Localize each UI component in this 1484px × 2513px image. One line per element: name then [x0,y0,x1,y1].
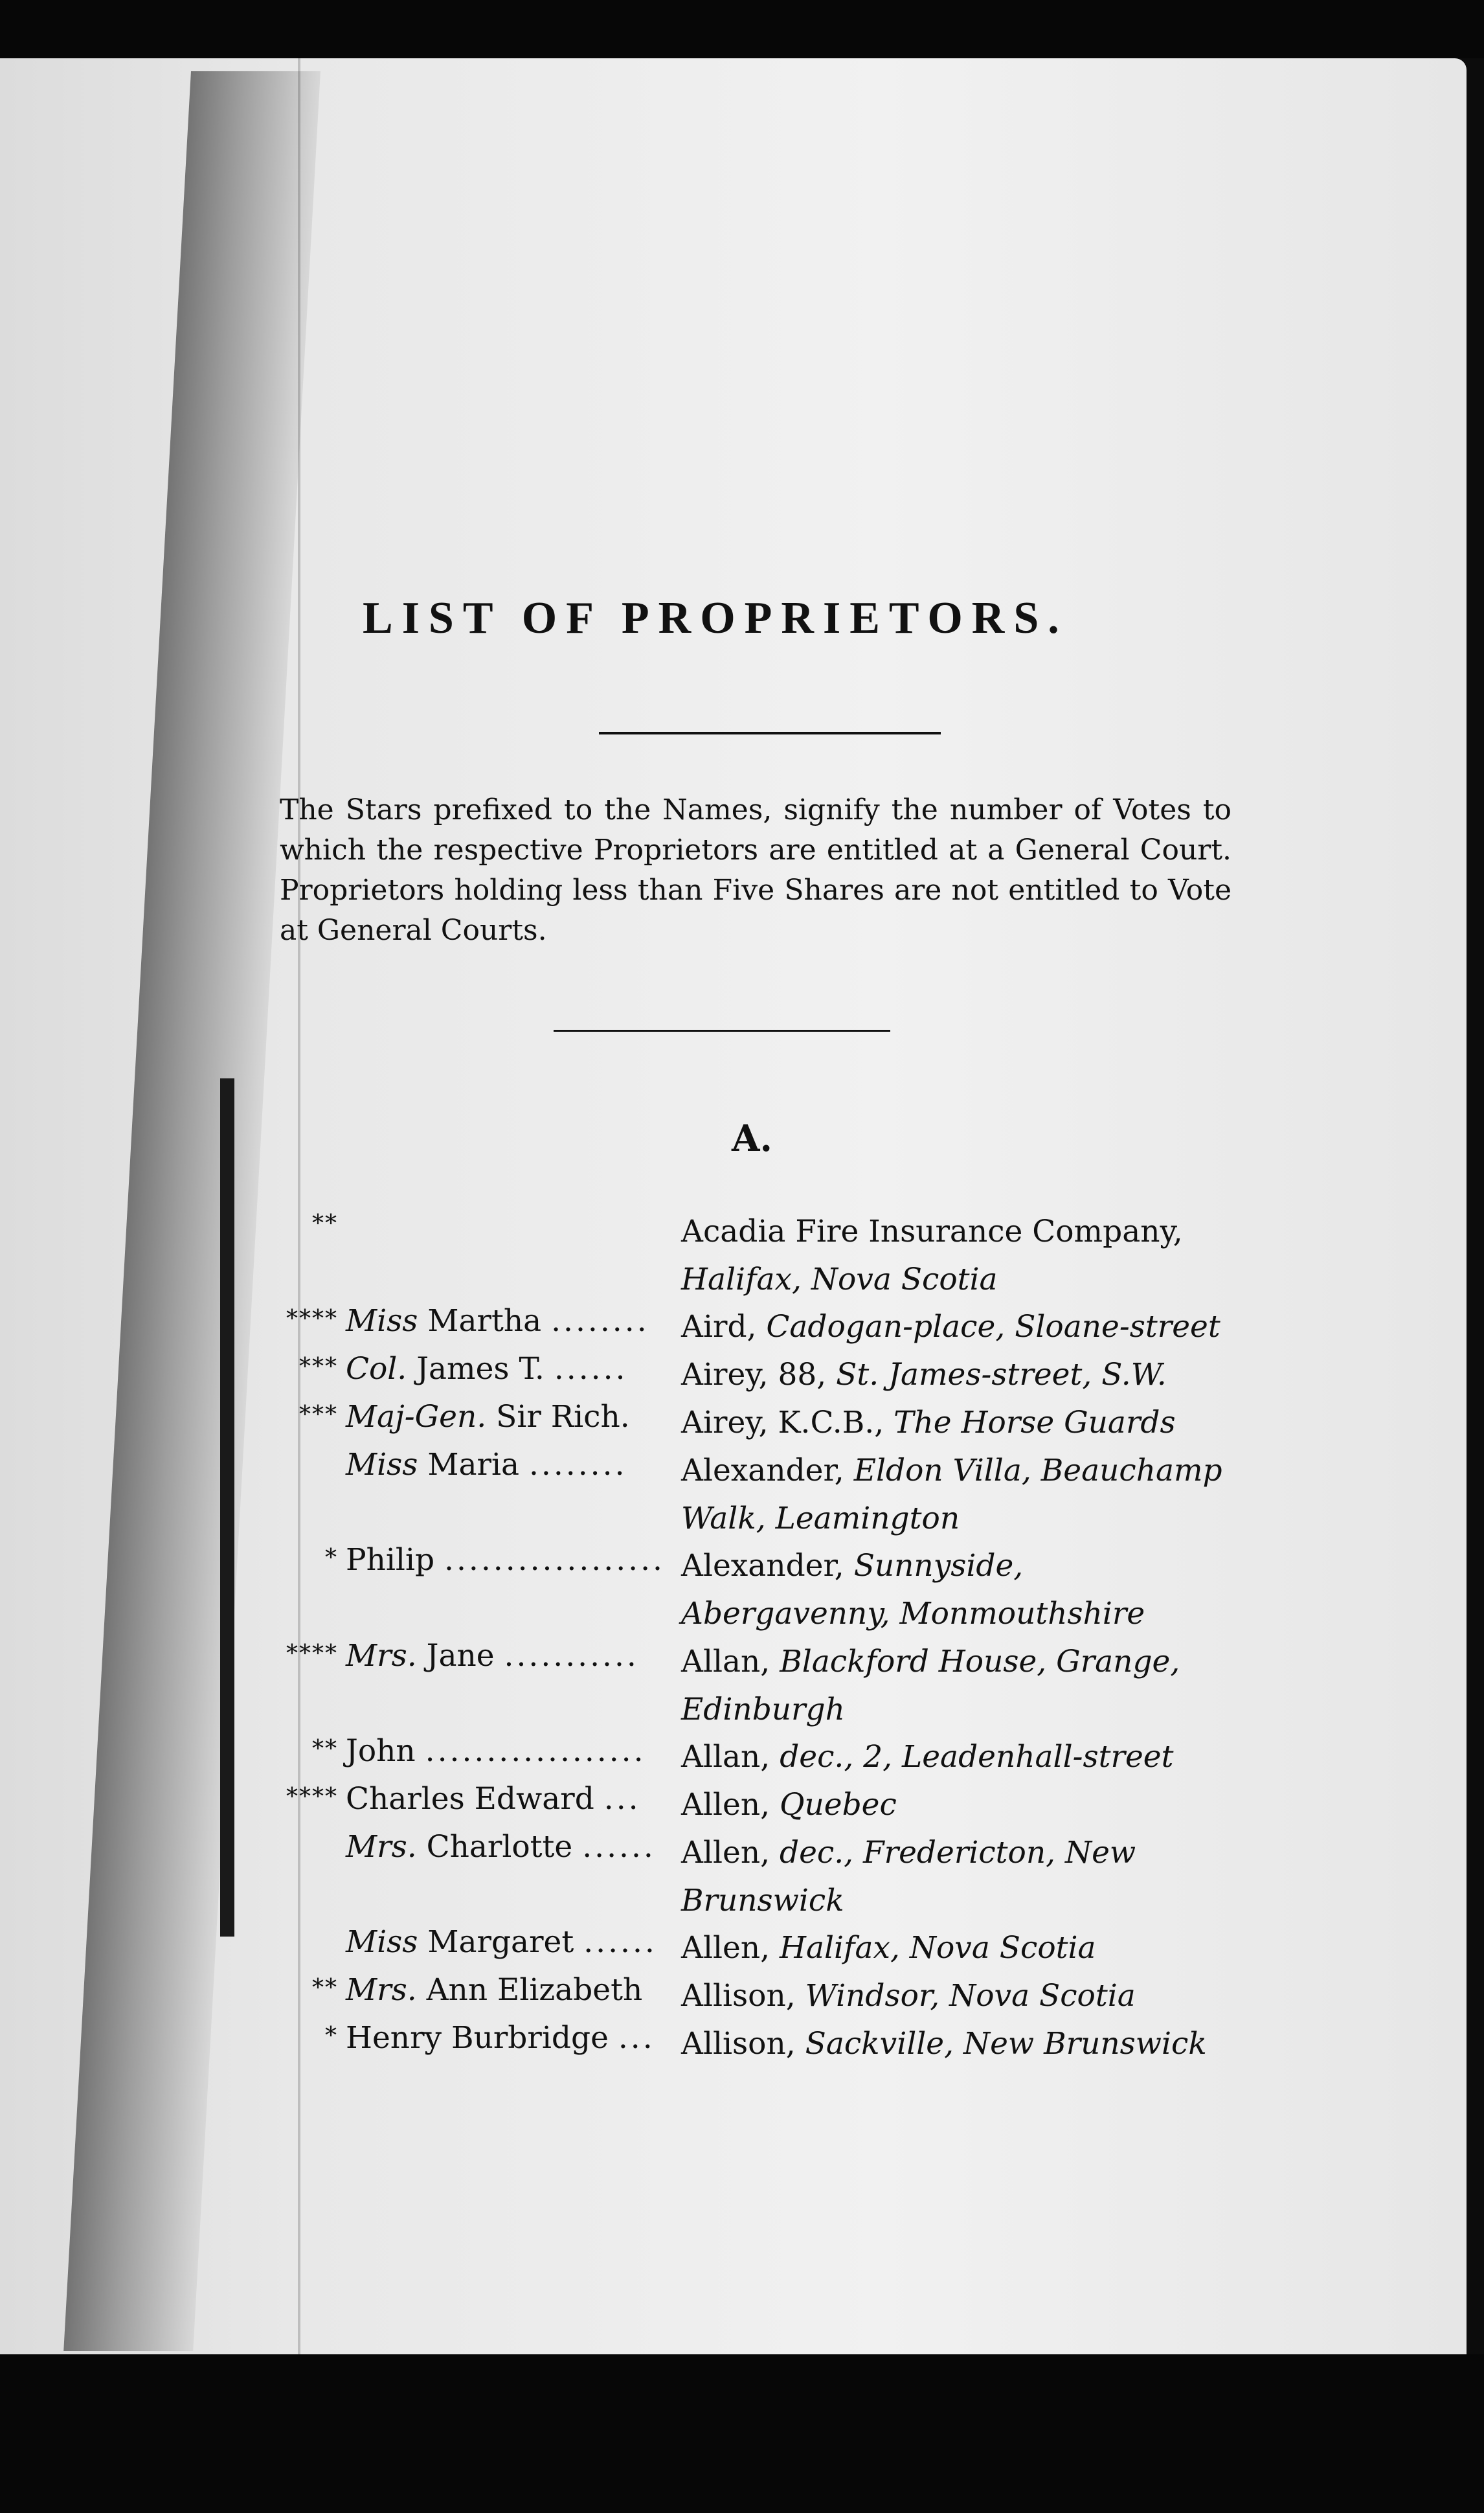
given-name [346,2020,655,2056]
dot-leader: ........ [551,1303,649,1339]
section-letter: A. [732,1117,772,1160]
address: dec., 2, Leadenhall-street [780,1739,1174,1775]
surname: Allen, [681,1835,770,1871]
dot-leader: .................. [444,1542,665,1578]
vote-stars: ** [312,1211,338,1237]
given-name [346,1638,650,1674]
dot-leader: ...... [554,1351,628,1387]
surname-address [681,1924,1238,1972]
surname: Airey, 88, [681,1357,827,1393]
vote-stars: **** [286,1784,338,1810]
surname: Alexander, [681,1453,844,1488]
surname: Allan, [681,1739,770,1775]
intro-text: The Stars prefixed to the Names, signify the number of Votes to which the respective Proprietors are entitled at a General Court. Proprietors holding less than Five Shares are not entitled to Vote at General Courts. [280,793,1231,947]
surname-address [681,1399,1238,1447]
given-name-text: Sir Rich. [496,1399,630,1435]
surname-address [681,2020,1238,2068]
honorific: Miss [346,1447,418,1483]
vote-stars: * [325,2023,338,2049]
dot-leader: ........ [528,1447,627,1483]
surname-address [681,1733,1238,1781]
given-name [346,1303,650,1339]
dot-leader: .................. [425,1733,646,1769]
given-name-text: Charles Edward [346,1781,594,1817]
vote-stars: *** [299,1354,338,1380]
surname: Allison, [681,2026,796,2062]
given-name [346,1972,650,2008]
given-name-text: Margaret [427,1924,574,1960]
surname: Aird, [681,1309,757,1345]
vote-stars: * [325,1545,338,1571]
dot-leader: ... [618,2020,655,2056]
dot-leader: ...... [583,1924,657,1960]
dot-leader: ...... [582,1829,656,1865]
surname-address [681,1303,1238,1351]
given-name-text: Ann Elizabeth [426,1972,643,2008]
given-name [346,1447,650,1483]
address: Quebec [779,1787,897,1823]
surname: Allan, [681,1644,770,1679]
honorific: Maj-Gen. [346,1399,487,1435]
given-name-text: Charlotte [426,1829,573,1865]
address: The Horse Guards [894,1405,1176,1440]
surname: Allen, [681,1787,770,1823]
surname-address [681,1542,1238,1638]
vote-stars: **** [286,1641,338,1667]
surname-address [681,1208,1238,1304]
given-name-text: John [346,1733,416,1769]
surname-address [681,1351,1238,1399]
given-name [346,1924,657,1960]
address: dec., Fredericton, New Brunswick [681,1835,1136,1918]
address: Cadogan-place, Sloane-street [766,1309,1220,1345]
given-name-text: Maria [427,1447,520,1483]
vote-stars: ** [312,1975,338,2001]
address: Halifax, Nova Scotia [779,1930,1096,1966]
vote-stars: **** [286,1306,338,1332]
honorific: Mrs. [346,1829,417,1865]
address: Sackville, New Brunswick [805,2026,1207,2062]
given-name-text: Henry Burbridge [346,2020,609,2056]
surname-address [681,1972,1238,2020]
address: Windsor, Nova Scotia [805,1978,1136,2014]
surname: Acadia Fire Insurance Company, [681,1214,1183,1249]
vote-stars: *** [299,1402,338,1428]
address: Blackford House, Grange, Edinburgh [681,1644,1180,1727]
dot-leader: ... [603,1781,641,1817]
surname: Allen, [681,1930,770,1966]
given-name-text: Martha [427,1303,542,1339]
address: St. James-street, S.W. [836,1357,1167,1393]
surname: Alexander, [681,1548,844,1584]
page-title: LIST OF PROPRIETORS. [363,593,1068,643]
address: Sunnyside, Abergavenny, Monmouthshire [681,1548,1145,1632]
surname-address [681,1781,1238,1829]
surname-address [681,1829,1238,1925]
given-name [346,1733,650,1769]
address: Halifax, Nova Scotia [681,1262,998,1297]
given-name-text: Philip [346,1542,435,1578]
surname: Airey, K.C.B., [681,1405,884,1440]
surname-address [681,1447,1238,1543]
honorific: Mrs. [346,1972,417,2008]
given-name [346,1829,656,1865]
given-name [346,1351,650,1387]
surname-address [681,1638,1238,1734]
honorific: Miss [346,1924,418,1960]
dot-leader: ........... [504,1638,639,1674]
honorific: Col. [346,1351,407,1387]
given-name [346,1399,650,1435]
given-name [346,1781,650,1817]
vote-stars: ** [312,1736,338,1762]
address: Eldon Villa, Beauchamp Walk, Leamington [681,1453,1222,1536]
honorific: Miss [346,1303,418,1339]
given-name [346,1542,665,1578]
given-name-text: James T. [416,1351,545,1387]
honorific: Mrs. [346,1638,417,1674]
surname: Allison, [681,1978,796,2014]
given-name-text: Jane [426,1638,495,1674]
